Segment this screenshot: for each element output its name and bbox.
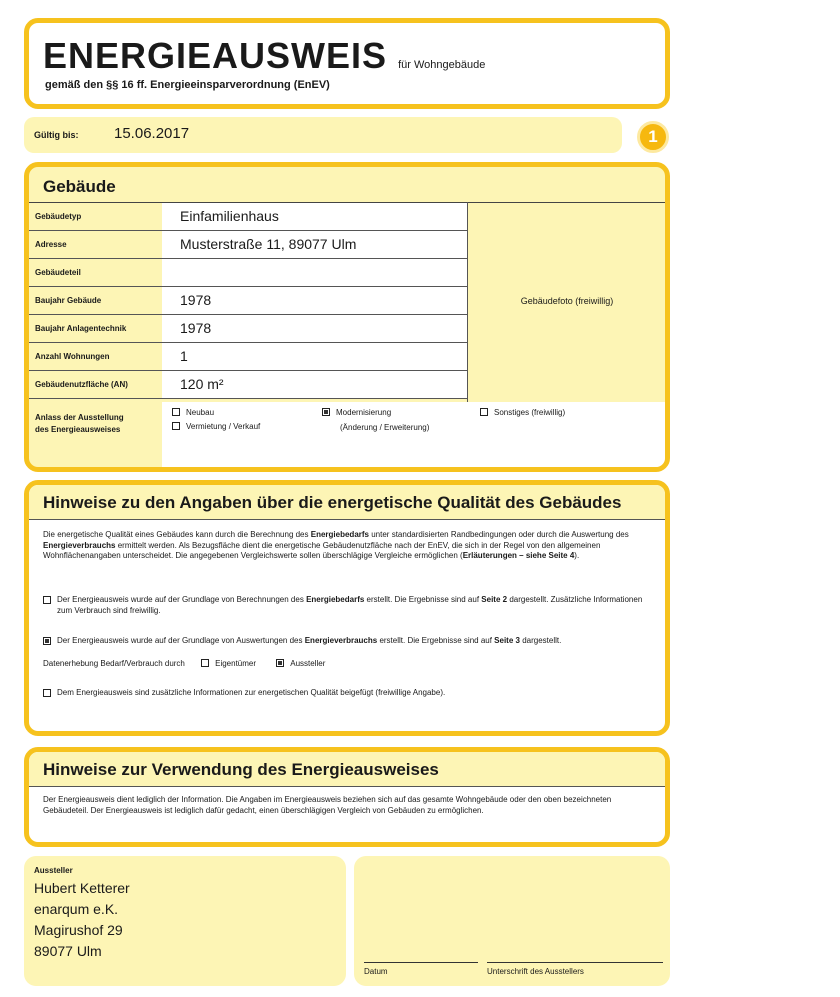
row-label: Anzahl Wohnungen (35, 352, 110, 361)
intro-text: Die energetische Qualität eines Gebäudes kann durch die Berechnung des Energiebedarfs unter standardisierten Randbedingungen oder durch die Auswertung des Energieverbrauchs ermittelt werden. Als Bezugsfläche dient die energetische Gebäudenutzfläche nach der EnEV, die sich in der Regel von den allgemeinen Wohnflächenangaben unterscheidet. Die angegebenen Vergleichswerte sollen überschlägige Vergleiche ermöglichen (Erläuterungen – siehe Seite 4). (43, 530, 629, 560)
floor-area-field[interactable] (162, 371, 467, 398)
consumption-checkbox[interactable] (43, 637, 51, 645)
additional-info-option: Dem Energieausweis sind zusätzliche Informationen zur energetischen Qualität beigefügt (freiwillige Angabe). (43, 688, 655, 699)
system-year-field[interactable] (162, 315, 467, 342)
checkbox-icon[interactable] (172, 422, 180, 430)
row-value: 1978 (180, 320, 212, 336)
validity-label: Gültig bis: (34, 130, 79, 140)
construction-year-field[interactable] (162, 287, 467, 314)
row-value: Musterstraße 11, 89077 Ulm (180, 236, 357, 252)
row-label: Gebäudetyp (35, 212, 82, 221)
legal-basis: gemäß den §§ 16 ff. Energieeinsparverordnung (EnEV) (45, 79, 330, 91)
occasion-label-line: Anlass der Ausstellung (35, 413, 124, 422)
data-collection-row (43, 659, 655, 670)
usage-notes-section (24, 747, 670, 847)
page-number-badge: 1 (637, 121, 669, 153)
section-header (29, 485, 665, 520)
issuer-name: Hubert Ketterer (34, 880, 130, 896)
data-collection-label: Datenerhebung Bedarf/Verbrauch durch (43, 659, 185, 668)
occasion-options (162, 402, 670, 472)
occasion-rental-sale-checkbox[interactable] (172, 422, 260, 431)
document-title-suffix: für Wohngebäude (398, 59, 486, 71)
additional-info-checkbox[interactable] (43, 689, 51, 697)
row-floor-area (29, 371, 467, 399)
row-construction-year (29, 287, 467, 315)
building-section (24, 162, 670, 472)
owner-checkbox[interactable] (201, 659, 256, 668)
signature-box (354, 856, 670, 986)
issuer-label: Aussteller (34, 866, 73, 875)
checkbox-label: Vermietung / Verkauf (186, 422, 261, 431)
checkbox-label: Modernisierung (336, 408, 392, 417)
usage-notes-text: Der Energieausweis dient lediglich der Information. Die Angaben im Energieausweis beziehen sich auf das gesamte Wohngebäude oder den oben bezeichneten Gebäudeteil. Der Energieausweis ist lediglich dafür gedacht, einen überschlägigen Vergleich von Gebäuden zu ermöglichen. (43, 795, 612, 815)
building-photo-placeholder[interactable]: Gebäudefoto (freiwillig) (520, 296, 614, 306)
row-value: 1978 (180, 292, 212, 308)
document-title: ENERGIEAUSWEIS für Wohngebäude (43, 35, 486, 76)
issuer-city: 89077 Ulm (34, 943, 102, 959)
row-label: Gebäudeteil (35, 268, 81, 277)
row-label: Gebäudenutzfläche (AN) (35, 380, 128, 389)
energy-quality-notes-heading: Hinweise zu den Angaben über die energetische Qualität des Gebäudes (43, 493, 622, 512)
validity-date: 15.06.2017 (114, 125, 190, 142)
checkbox-label: Neubau (186, 408, 215, 417)
row-building-part (29, 259, 467, 287)
checkbox-icon[interactable] (201, 659, 209, 667)
building-heading: Gebäude (43, 177, 116, 196)
occasion-label (35, 412, 160, 436)
building-part-field[interactable] (162, 259, 467, 286)
checkbox-checked-icon[interactable] (276, 659, 284, 667)
signature-line[interactable] (487, 962, 663, 963)
issuer-company: enarqum e.K. (34, 901, 119, 917)
checkbox-icon[interactable] (172, 408, 180, 416)
date-label: Datum (364, 967, 388, 976)
demand-checkbox[interactable] (43, 596, 51, 604)
checkbox-label: Sonstiges (freiwillig) (494, 408, 566, 417)
row-value: 1 (180, 348, 188, 364)
row-label: Baujahr Gebäude (35, 296, 102, 305)
date-line[interactable] (364, 962, 478, 963)
document-header (24, 18, 670, 109)
checkbox-label: Aussteller (290, 659, 326, 668)
issuer-box (24, 856, 346, 986)
usage-notes-heading: Hinweise zur Verwendung des Energieausweises (43, 760, 439, 779)
row-building-type (29, 203, 467, 231)
checkbox-label: Eigentümer (215, 659, 257, 668)
row-value: Einfamilienhaus (180, 208, 279, 224)
checkbox-checked-icon[interactable] (322, 408, 330, 416)
issuer-street: Magirushof 29 (34, 922, 123, 938)
signature-label: Unterschrift des Ausstellers (487, 967, 584, 976)
apartments-field[interactable] (162, 343, 467, 370)
row-system-year (29, 315, 467, 343)
building-type-field[interactable] (162, 203, 467, 230)
row-apartments (29, 343, 467, 371)
energy-quality-notes-section (24, 480, 670, 736)
occasion-modernisation-note: (Änderung / Erweiterung) (340, 423, 430, 432)
issuer-checkbox[interactable] (276, 659, 325, 668)
occasion-modernisation-checkbox[interactable] (322, 408, 391, 417)
consumption-option: Der Energieausweis wurde auf der Grundlage von Auswertungen des Energieverbrauchs erstellt. Die Ergebnisse sind auf Seite 3 dargestellt. (43, 636, 655, 647)
demand-option: Der Energieausweis wurde auf der Grundlage von Berechnungen des Energiebedarfs erstellt. Die Ergebnisse sind auf Seite 2 dargestellt. Zusätzliche Informationen zum Verbrauch sind freiwillig. (43, 595, 655, 616)
occasion-label-line: des Energieausweises (35, 425, 121, 434)
row-address (29, 231, 467, 259)
section-header (29, 752, 665, 787)
address-field[interactable] (162, 231, 467, 258)
row-value: 120 m² (180, 376, 224, 392)
validity-bar (24, 117, 622, 153)
row-label: Adresse (35, 240, 67, 249)
row-label: Baujahr Anlagentechnik (35, 324, 127, 333)
occasion-new-build-checkbox[interactable] (172, 408, 214, 417)
checkbox-icon[interactable] (480, 408, 488, 416)
occasion-other-checkbox[interactable] (480, 408, 565, 417)
